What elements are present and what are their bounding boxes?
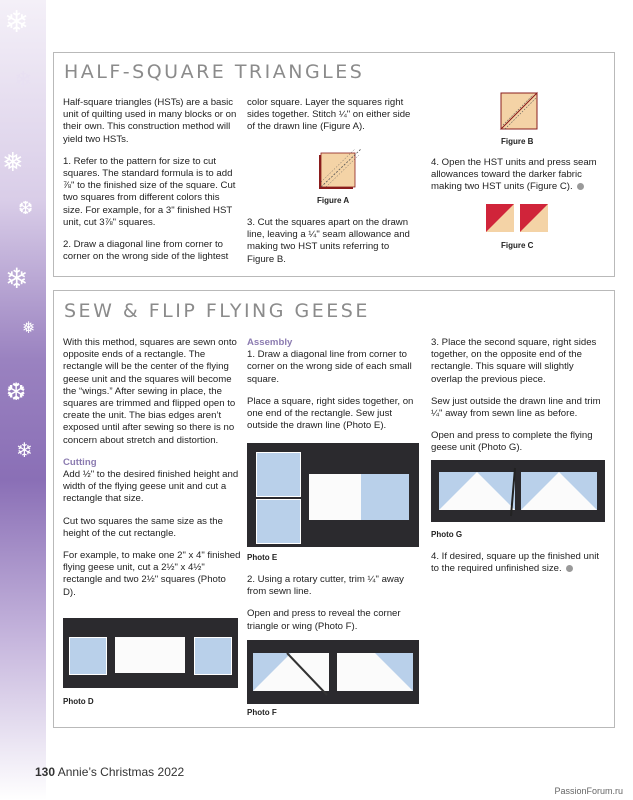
step-4 [431, 157, 603, 194]
cutting-paragraph: For example, to make one 2" x 4" finished flying geese unit, cut a 2½" x 4½" rectangle and two 2½" squares (Photo D). [63, 550, 241, 598]
publication-title: Annie’s Christmas 2022 [57, 765, 185, 779]
watermark: PassionForum.ru [554, 786, 623, 796]
snowflake-icon: ❆ [18, 198, 34, 219]
snowflake-icon: ❅ [22, 318, 36, 337]
snowflake-icon: ❄ [5, 262, 29, 295]
figure-b-caption: Figure B [501, 137, 534, 146]
snowflake-icon: ❄ [4, 5, 30, 40]
fabric-square [256, 452, 301, 497]
assembly-paragraph: Sew just outside the drawn line and trim ¼" away from sewn line as before. [431, 395, 601, 420]
fabric-rectangle [115, 637, 185, 673]
photo-e [247, 443, 419, 547]
hst-step-3 [247, 217, 417, 276]
section-title: SEW & FLIP FLYING GEESE [64, 300, 370, 322]
snowflake-icon: ❅ [2, 148, 24, 178]
fabric-square [194, 637, 232, 675]
photo-f [247, 640, 419, 704]
assembly-step-3: 3. Place the second square, right sides together, on the opposite end of the rectangle. This square will slightly overlap the previous piece. [431, 337, 597, 385]
geese-column-2-lower [247, 574, 419, 643]
photo-d [63, 618, 238, 688]
assembly-step-1: 1. Draw a diagonal line from corner to corner on the wrong side of each small square. [247, 349, 412, 385]
photo-g-caption: Photo G [431, 530, 463, 539]
hst-column-2 [247, 97, 417, 144]
photo-e-caption: Photo E [247, 553, 278, 562]
snowflake-icon: ❄ [16, 438, 33, 462]
figure-a-caption: Figure A [317, 196, 350, 205]
fabric-square [256, 499, 301, 544]
photo-g-units [431, 460, 605, 522]
geese-column-1 [63, 337, 241, 609]
figure-c-diagram [485, 203, 549, 233]
decorative-sidebar [0, 0, 46, 800]
figure-c-caption: Figure C [501, 241, 534, 250]
cutting-heading: Cutting [63, 456, 97, 468]
hst-column-1 [63, 97, 238, 273]
photo-d-caption: Photo D [63, 697, 94, 706]
step-1: 1. Refer to the pattern for size to cut squares. The standard formula is to add ⅞" to the finished size of the square. Cut two squares from different colors this size. For example, for a 3" finished HST unit, cut 3⅞" squares. [63, 155, 236, 228]
figure-b-diagram [497, 89, 541, 133]
intro-paragraph: With this method, squares are sewn onto opposite ends of a rectangle. The rectangle will be the center of the flying geese unit and the squares will become the “wings.” After sewing in place, the squares are trimmed and flipped open to create the unit. The bias edges aren’t exposed until after sewing so there is no concern about stretch and distortion. [63, 337, 237, 446]
cutting-paragraph: Add ½" to the desired finished height and width of the flying geese unit and cut a rectangle that size. [63, 469, 239, 505]
geese-column-3 [431, 337, 603, 465]
assembly-paragraph: Place a square, right sides together, on one end of the rectangle. Sew just outside the drawn line (Photo E). [247, 395, 414, 432]
geese-column-2 [247, 337, 419, 442]
photo-f-caption: Photo F [247, 708, 277, 717]
page-number: 130 [35, 765, 56, 779]
assembly-heading: Assembly [247, 337, 293, 348]
fabric-rectangle [309, 474, 409, 520]
step-4-text: 4. If desired, square up the finished unit to the required unfinished size. [431, 551, 599, 575]
step-2: 2. Draw a diagonal line from corner to corner on the wrong side of the lightest [63, 239, 229, 263]
photo-f-units [247, 640, 419, 704]
end-mark-icon [577, 183, 584, 190]
flying-geese-section [53, 290, 615, 728]
photo-g [431, 460, 605, 522]
step-3: 3. Cut the squares apart on the drawn line, leaving a ¼" seam allowance and making two HST units referring to Figure B. [247, 217, 410, 265]
snowflake-icon: ❆ [6, 378, 27, 406]
assembly-paragraph: Open and press to reveal the corner triangle or wing (Photo F). [247, 608, 401, 632]
hst-step-4 [431, 157, 603, 204]
step-4-text: 4. Open the HST units and press seam allowances toward the darker fabric making two HST units (Figure C). [431, 157, 597, 193]
hst-section [53, 52, 615, 277]
fabric-square [69, 637, 107, 675]
snowflake-icon: ❄ [14, 68, 33, 93]
end-mark-icon [566, 565, 573, 572]
geese-column-3-lower [431, 551, 603, 585]
cutting-paragraph: Cut two squares the same size as the height of the cut rectangle. [63, 515, 223, 539]
paragraph: Half-square triangles (HSTs) are a basic unit of quilting used in many blocks or on their own. This construction method will yield two HSTs. [63, 97, 237, 145]
page-footer [35, 765, 184, 779]
assembly-paragraph: Open and press to complete the flying geese unit (Photo G). [431, 430, 593, 454]
assembly-step-4 [431, 551, 603, 575]
figure-a-diagram [317, 147, 363, 193]
assembly-step-2: 2. Using a rotary cutter, trim ¼" away from sewn line. [247, 574, 404, 598]
section-title: HALF-SQUARE TRIANGLES [64, 61, 365, 83]
paragraph: color square. Layer the squares right sides together. Stitch ¼" on either side of the drawn line (Figure A). [247, 97, 411, 133]
